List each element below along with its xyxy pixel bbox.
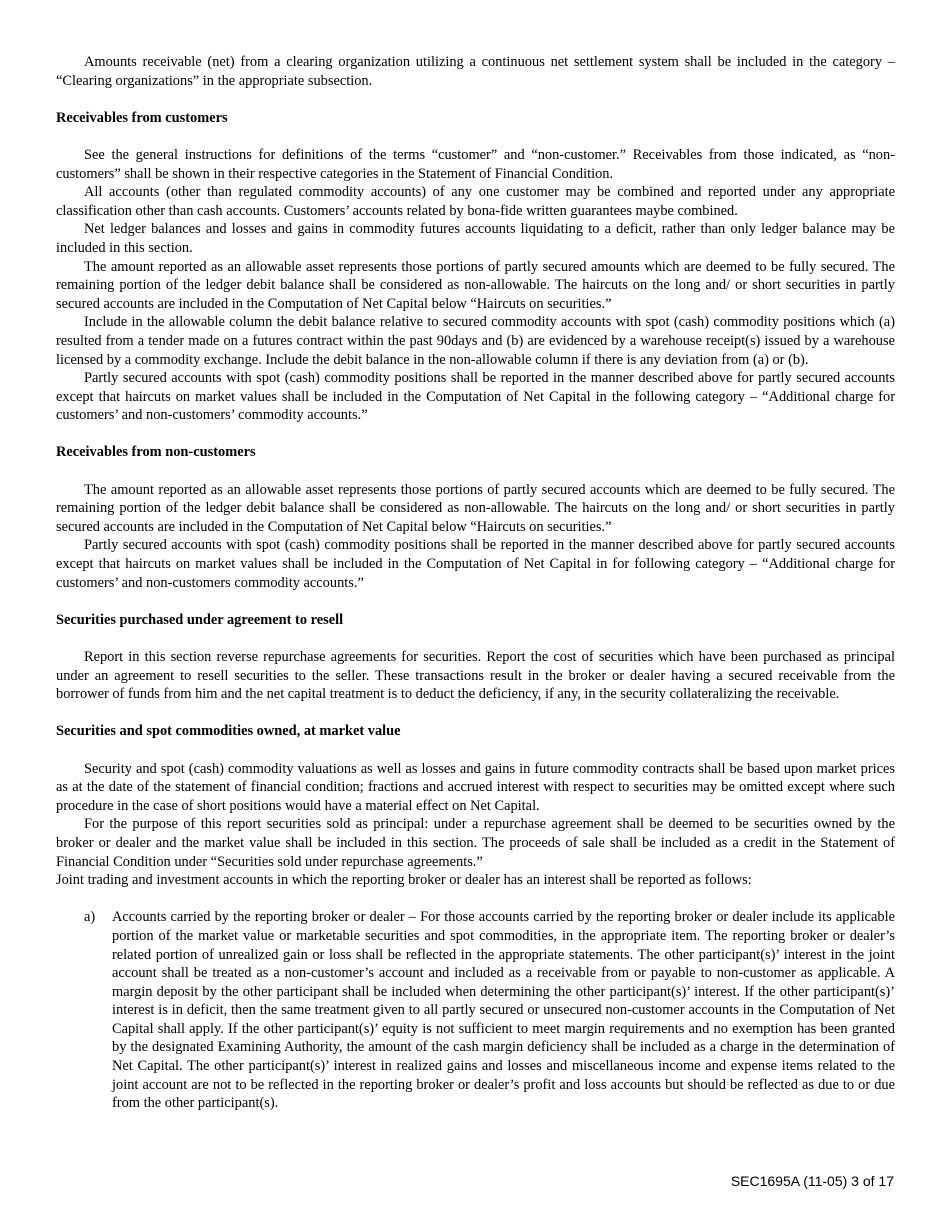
paragraph: Net ledger balances and losses and gains in commodity futures accounts liquidating to a deficit, rather than only ledger balance may be included in this section. bbox=[56, 221, 895, 256]
list-item-label: a) bbox=[84, 909, 96, 926]
heading-receivables-noncustomers: Receivables from non-customers bbox=[56, 444, 256, 461]
section-securities-owned bbox=[56, 760, 895, 1113]
intro-paragraph: Amounts receivable (net) from a clearing organization utilizing a continuous net settlement system shall be included in the category – “Clearing organizations” in the appropriate subsection. bbox=[56, 54, 895, 89]
list-item bbox=[56, 908, 895, 1113]
section-receivables-customers bbox=[56, 146, 895, 425]
paragraph: The amount reported as an allowable asset represents those portions of partly secured amounts which are deemed to be fully secured. The remaining portion of the ledger debit balance shall be considered as non-allowable. The haircuts on the long and/ or short securities in partly secured accounts are included in the Computation of Net Capital below “Haircuts on securities.” bbox=[56, 258, 895, 312]
section-receivables-noncustomers bbox=[56, 481, 895, 593]
list-item-text: Accounts carried by the reporting broker or dealer – For those accounts carried by the reporting broker or dealer include its applicable portion of the market value or marketable securities and spot commodities, in the appropriate item. The reporting broker or dealer’s related portion of unrealized gain or loss shall be reflected in the appropriate statements. The other participant(s)’ interest in the joint account shall be treated as a non-customer’s account and included as a receivable from or payable to non-customer as applicable. A margin deposit by the other participant shall be included when determining the other participant(s)’ interest. If the other participant(s)’ interest is in deficit, then the same treatment given to all partly secured or unsecured non-customer accounts in the Computation of Net Capital shall apply. If the other participant(s)’ equity is not sufficient to meet margin requirements and no exemption has been granted by the designated Examining Authority, the amount of the cash margin deficiency shall be included as a charge in the determination of Net Capital. The other participant(s)’ interest in realized gains and losses and miscellaneous income and expense items related to the joint account are not to be reflected in the reporting broker or dealer’s profit and loss accounts but should be reflected as due to or due from the other participant(s). bbox=[112, 909, 895, 1112]
form-footer: SEC1695A (11-05) 3 of 17 bbox=[730, 1173, 894, 1189]
paragraph: Report in this section reverse repurchase agreements for securities. Report the cost of securities which have been purchased as principal under an agreement to resell securities to the seller. These transactions result in the broker or dealer having a secured receivable from the borrower of funds from him and the net capital treatment is to deduct the deficiency, if any, in the security collateralizing the receivable. bbox=[56, 649, 895, 703]
paragraph: Partly secured accounts with spot (cash) commodity positions shall be reported in the manner described above for partly secured accounts except that haircuts on market values shall be included in the Computation of Net Capital in for following category – “Additional charge for customers’ and non-customers commodity accounts.” bbox=[56, 537, 895, 591]
heading-receivables-customers: Receivables from customers bbox=[56, 109, 228, 126]
paragraph: See the general instructions for definitions of the terms “customer” and “non-customer.” Receivables from those indicated, as “non-customers” shall be shown in their respective categories in the Statement of Financial Condition. bbox=[56, 146, 895, 182]
document-page bbox=[56, 53, 895, 1113]
paragraph: Partly secured accounts with spot (cash) commodity positions shall be reported in the manner described above for partly secured accounts except that haircuts on market values shall be included in the Computation of Net Capital in the following category – “Additional charge for customers’ and non-customers’ commodity accounts.” bbox=[56, 370, 895, 424]
paragraph: Joint trading and investment accounts in which the reporting broker or dealer has an interest shall be reported as follows: bbox=[56, 872, 752, 889]
section-securities-resell bbox=[56, 648, 895, 704]
paragraph: For the purpose of this report securities sold as principal: under a repurchase agreement shall be deemed to be securities owned by the broker or dealer and the market value shall be included in this section. The proceeds of sale shall be included as a credit in the Statement of Financial Condition under “Securities sold under repurchase agreements.” bbox=[56, 816, 895, 870]
heading-securities-resell: Securities purchased under agreement to resell bbox=[56, 611, 344, 628]
paragraph: The amount reported as an allowable asset represents those portions of partly secured accounts which are deemed to be fully secured. The remaining portion of the ledger debit balance shall be considered as non-allowable. The haircuts on the long and/ or short securities in partly secured accounts are included in the Computation of Net Capital below “Haircuts on securities.” bbox=[56, 481, 895, 535]
paragraph: All accounts (other than regulated commodity accounts) of any one customer may be combined and reported under any appropriate classification other than cash accounts. Customers’ accounts related by bona-fide written guarantees maybe combined. bbox=[56, 184, 895, 219]
paragraph: Include in the allowable column the debit balance relative to secured commodity accounts with spot (cash) commodity positions which (a) resulted from a tender made on a futures contract within the past 90days and (b) are evidenced by a warehouse receipt(s) issued by a warehouse licensed by a commodity exchange. Include the debit balance in the non-allowable column if there is any deviation from (a) or (b). bbox=[56, 314, 895, 368]
heading-securities-owned: Securities and spot commodities owned, at market value bbox=[56, 723, 401, 740]
paragraph: Security and spot (cash) commodity valuations as well as losses and gains in future commodity contracts shall be based upon market prices as at the date of the statement of financial condition; fractions and accrued interest with respect to securities may be omitted except where such procedure in the case of short positions would have a material effect on Net Capital. bbox=[56, 760, 895, 814]
